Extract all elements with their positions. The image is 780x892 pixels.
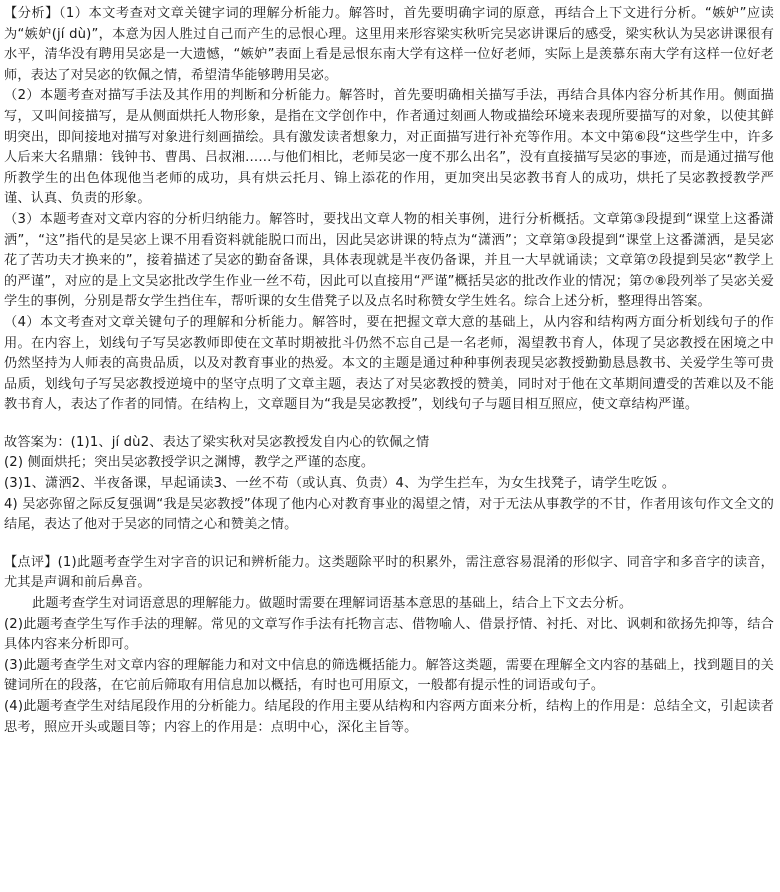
analysis-section bbox=[4, 4, 774, 416]
section-spacer bbox=[4, 416, 774, 433]
analysis-paragraph-4: （4）本文考查对文章关键句子的理解和分析能力。解答时，要在把握文章大意的基础上，从内容和结构两方面分析划线句子的作用。在内容上，划线句子写吴宓教师即使在文革时期被批斗仍然不忘自己是一名老师，渴望教书育人，体现了吴宓教授在困境之中仍然坚持为人师表的高贵品质，以及对教育事业的热爱。本文的主题是通过种种事例表现吴宓教授勤勤恳恳教书、关爱学生等可贵品质，划线句子写吴宓教授逆境中的坚守点明了文章主题，表达了对吴宓教授的赞美，同时对于他在文革期间遭受的苦难以及不能教书育人，表达了作者的同情。在结构上，文章题目为“我是吴宓教授”，划线句子与题目相互照应，使文章结构严谨。 bbox=[4, 314, 774, 413]
review-paragraph-5: (4)此题考查学生对结尾段作用的分析能力。结尾段的作用主要从结构和内容两方面来分析，结构上的作用是：总结全文，引起读者思考，照应开头或题目等；内容上的作用是：点明中心，深化主旨等。 bbox=[4, 699, 774, 735]
analysis-paragraph-1: 【分析】（1）本文考查对文章关键字词的理解分析能力。解答时，首先要明确字词的原意，再结合上下文进行分析。“嫉妒”应读为“嫉妒(jí dù)”，本意为因人胜过自己而产生的忌恨心理。这里用来形容梁实秋听完吴宓讲课后的感受，梁实秋认为吴宓讲课很有水平，清华没有聘用吴宓是一大遗憾，“嫉妒”表面上看是忌恨东南大学有这样一位好老师，实际上是羡慕东南大学有这样一位好老师，表达了对吴宓的钦佩之情，希望清华能够聘用吴宓。 bbox=[4, 6, 774, 83]
analysis-paragraph-3: （3）本题考查对文章内容的分析归纳能力。解答时，要找出文章人物的相关事例，进行分析概括。文章第③段提到“课堂上这番潇洒”，“这”指代的是吴宓上课不用看资料就能脱口而出，因此吴宓讲课的特点为“潇洒”；文章第③段提到“课堂上这番潇洒，是吴宓花了苦功夫才换来的”，接着描述了吴宓的勤奋备课，具体表现就是半夜仍备课，并且一大早就诵读；文章第⑦段提到吴宓“教学上的严谨”，对应的是上文吴宓批改学生作业一丝不苟，因此可以直接用“严谨”概括吴宓的批改作业的情况；第⑦⑧段列举了吴宓关爱学生的事例，分别是帮女学生挡住车，帮听课的女生借凳子以及点名时称赞女学生姓名。综合上述分析，整理得出答案。 bbox=[4, 211, 774, 310]
review-paragraph-3: (2)此题考查学生写作手法的理解。常见的文章写作手法有托物言志、借物喻人、借景抒情、衬托、对比、讽刺和欲扬先抑等，结合具体内容来分析即可。 bbox=[4, 616, 774, 653]
review-paragraph-2: 此题考查学生对词语意思的理解能力。做题时需要在理解词语基本意思的基础上，结合上下文去分析。 bbox=[32, 596, 633, 612]
review-paragraph-1: 【点评】(1)此题考查学生对字音的识记和辨析能力。这类题除平时的积累外，需注意容易混淆的形似字、同音字和多音字的读音，尤其是声调和前后鼻音。 bbox=[4, 554, 774, 591]
review-section bbox=[4, 553, 774, 738]
answer-line-3: (3)1、潇洒2、半夜备课，早起诵读3、一丝不苟（或认真、负责）4、为学生拦车，为女生找凳子，请学生吃饭 。 bbox=[4, 476, 676, 492]
section-spacer bbox=[4, 536, 774, 553]
answer-line-2: (2) 侧面烘托；突出吴宓教授学识之渊博，教学之严谨的态度。 bbox=[4, 455, 375, 471]
answer-line-4: 4) 吴宓弥留之际反复强调“我是吴宓教授”体现了他内心对教育事业的渴望之情，对于无法从事教学的不甘，作者用该句作文全文的结尾，表达了他对于吴宓的同情之心和赞美之情。 bbox=[4, 496, 774, 533]
analysis-paragraph-2: （2）本题考查对描写手法及其作用的判断和分析能力。解答时，首先要明确相关描写手法，再结合具体内容分析其作用。侧面描写，又叫间接描写，是从侧面烘托人物形象，是指在文学创作中，作者通过刻画人物或描绘环境来表现所要描写的对象，以使其鲜明突出，即间接地对描写对象进行刻画描绘。具有激发读者想象力，对正面描写进行补充等作用。本文中第⑥段“这些学生中，许多人后来大名鼎鼎：钱钟书、曹禺、吕叔湘……与他们相比，老师吴宓一度不那么出名”，没有直接描写吴宓的事迹，而是通过描写他所教学生的出色体现他当老师的成功，具有烘云托月、锦上添花的作用，更加突出吴宓教书育人的成功，烘托了吴宓教授教学严谨、认真、负责的形象。 bbox=[4, 88, 774, 207]
answer-line-1: 故答案为：(1)1、jí dù2、表达了梁实秋对吴宓教授发自内心的钦佩之情 bbox=[4, 434, 430, 450]
answers-section bbox=[4, 433, 774, 536]
review-paragraph-4: (3)此题考查学生对文章内容的理解能力和对文中信息的筛选概括能力。解答这类题，需要在理解全文内容的基础上，找到题目的关键词所在的段落，在它前后筛取有用信息加以概括，有时也可用原文，一般都有提示性的词语或句子。 bbox=[4, 657, 774, 694]
